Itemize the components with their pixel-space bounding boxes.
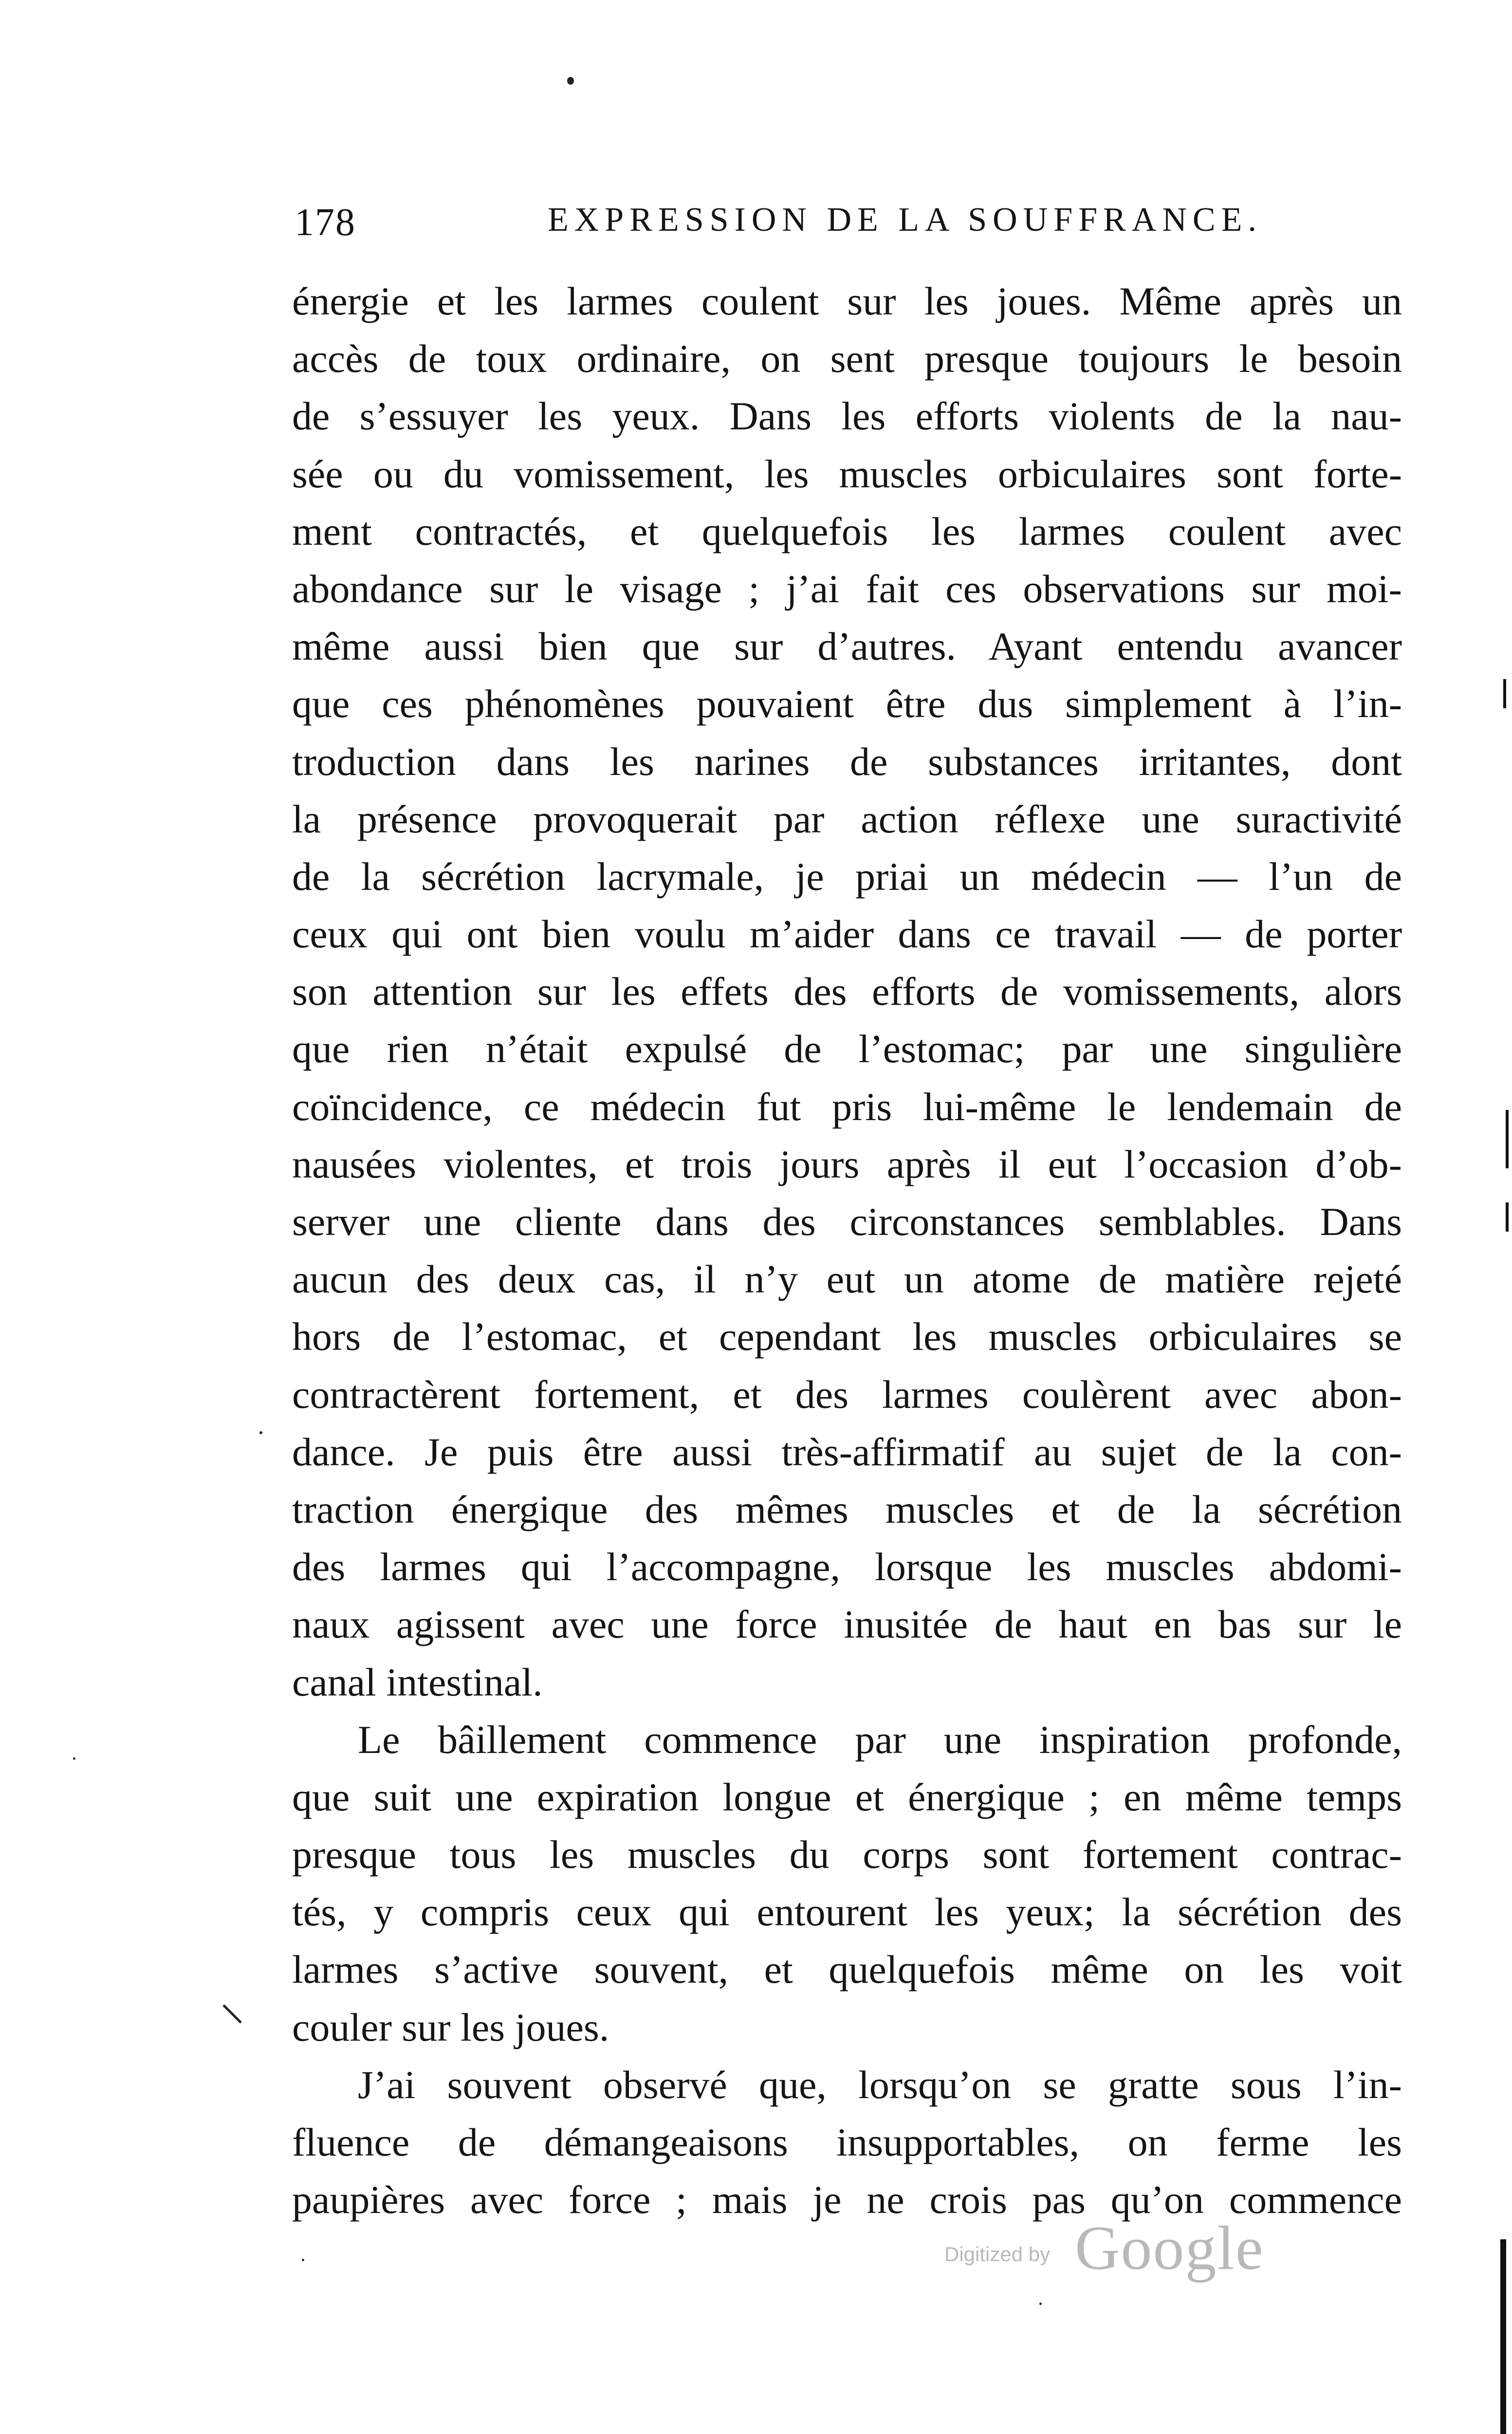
body-text (292, 273, 1402, 2229)
page-number: 178 (295, 201, 356, 244)
text-line: nausées violentes, et trois jours après il eut l’occasion d’ob- (292, 1142, 1402, 1186)
paragraph (292, 273, 1402, 1711)
text-line: même aussi bien que sur d’autres. Ayant entendu avancer (292, 624, 1402, 669)
text-line: J’ai souvent observé que, lorsqu’on se gratte sous l’in- (358, 2062, 1402, 2107)
page-edge-mark (1506, 1110, 1509, 1168)
text-line: contractèrent fortement, et des larmes coulèrent avec abon- (292, 1372, 1402, 1417)
text-line: que rien n’était expulsé de l’estomac; par une singulière (292, 1027, 1402, 1071)
ink-speck (567, 77, 574, 85)
watermark-logo-text: Google (1075, 2213, 1264, 2283)
text-line: énergie et les larmes coulent sur les joues. Même après un (292, 279, 1402, 323)
text-line: couler sur les joues. (292, 2005, 609, 2049)
text-line: presque tous les muscles du corps sont fortement contrac- (292, 1832, 1402, 1877)
text-line: server une cliente dans des circonstances semblables. Dans (292, 1199, 1402, 1244)
text-line: coïncidence, ce médecin fut pris lui-même le lendemain de (292, 1084, 1402, 1129)
text-line: accès de toux ordinaire, on sent presque toujours le besoin (292, 336, 1402, 381)
paragraph (292, 1711, 1402, 2056)
ink-speck (73, 1757, 75, 1760)
text-line: de s’essuyer les yeux. Dans les efforts violents de la nau- (292, 394, 1402, 439)
ink-speck (259, 1431, 262, 1434)
watermark-small-text: Digitized by (944, 2243, 1051, 2266)
text-line: de la sécrétion lacrymale, je priai un médecin — l’un de (292, 854, 1402, 899)
text-line: son attention sur les effets des efforts de vomissements, alors (292, 969, 1402, 1014)
running-head-title: EXPRESSION DE LA SOUFFRANCE. (548, 201, 1262, 239)
ink-speck (302, 2259, 304, 2261)
text-line: des larmes qui l’accompagne, lorsque les muscles abdomi- (292, 1545, 1402, 1589)
text-line: tés, y compris ceux qui entourent les yeux; la sécrétion des (292, 1890, 1402, 1935)
scan-mark (221, 2003, 246, 2028)
digitized-watermark (944, 2213, 1285, 2281)
text-line: Le bâillement commence par une inspiration profonde, (358, 1717, 1402, 1762)
text-line: paupières avec force ; mais je ne crois pas qu’on commence (292, 2177, 1402, 2222)
page-edge-mark (1503, 679, 1506, 708)
ink-speck (1039, 2303, 1042, 2305)
page-edge-mark (1500, 2239, 1506, 2434)
text-line: traction énergique des mêmes muscles et de la sécrétion (292, 1487, 1402, 1531)
text-line: naux agissent avec une force inusitée de haut en bas sur le (292, 1602, 1402, 1647)
text-line: dance. Je puis être aussi très-affirmatif au sujet de la con- (292, 1429, 1402, 1474)
text-line: ceux qui ont bien voulu m’aider dans ce travail — de porter (292, 912, 1402, 957)
page-edge-mark (1506, 1202, 1509, 1232)
text-line: aucun des deux cas, il n’y eut un atome de matière rejeté (292, 1257, 1402, 1302)
text-line: larmes s’active souvent, et quelquefois même on les voit (292, 1947, 1402, 1992)
paragraph (292, 2056, 1402, 2229)
text-line: fluence de démangeaisons insupportables, on ferme les (292, 2120, 1402, 2164)
running-head (295, 195, 1262, 253)
text-line: la présence provoquerait par action réflexe une suractivité (292, 796, 1402, 841)
text-line: ment contractés, et quelquefois les larmes coulent avec (292, 509, 1402, 553)
text-line: que suit une expiration longue et énergique ; en même temps (292, 1774, 1402, 1819)
text-line: sée ou du vomissement, les muscles orbiculaires sont forte- (292, 451, 1402, 496)
text-line: que ces phénomènes pouvaient être dus simplement à l’in- (292, 682, 1402, 726)
text-line: canal intestinal. (292, 1660, 543, 1704)
text-line: abondance sur le visage ; j’ai fait ces observations sur moi- (292, 566, 1402, 611)
text-line: troduction dans les narines de substances irritantes, dont (292, 739, 1402, 784)
text-line: hors de l’estomac, et cependant les muscles orbiculaires se (292, 1314, 1402, 1359)
